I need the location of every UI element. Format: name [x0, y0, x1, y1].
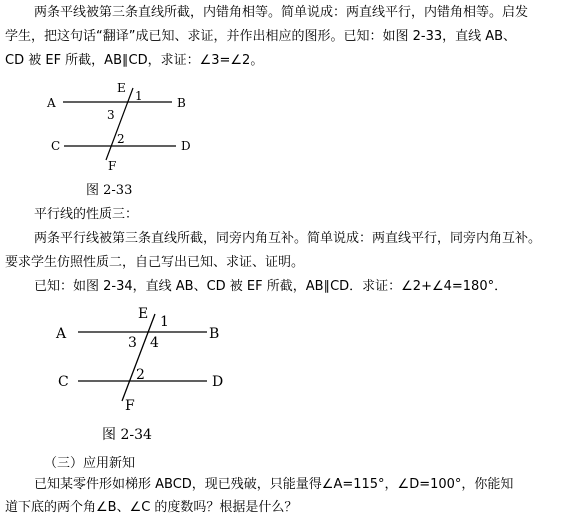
fig234-label-2: 2 [136, 367, 145, 383]
paragraph2-line3: 已知：如图 2-34，直线 AB、CD 被 EF 所截，AB∥CD．求证：∠2+∠4=180°． [34, 279, 508, 294]
fig234-label-4: 4 [150, 335, 159, 351]
fig233-label-3: 3 [107, 108, 115, 122]
fig234-label-a: A [56, 326, 67, 342]
fig234-label-b: B [209, 326, 220, 342]
fig234-label-1: 1 [160, 314, 169, 330]
fig233-label-1: 1 [135, 89, 143, 103]
fig234-label-c: C [58, 374, 69, 390]
fig233-label-b: B [177, 96, 186, 110]
fig234-label-3: 3 [128, 335, 137, 351]
line-ef-234 [122, 314, 155, 401]
paragraph1-line1: 两条平线被第三条直线所截，内错角相等。简单说成：两直线平行，内错角相等。启发 [34, 5, 529, 20]
section3-line2: 道下底的两个角∠B、∠C 的度数吗？根据是什么？ [5, 500, 298, 515]
fig233-label-e: E [117, 81, 126, 95]
fig234-label-e: E [138, 306, 149, 322]
paragraph2-line2: 要求学生仿照性质二，自己写出已知、求证、证明。 [5, 255, 305, 270]
fig234-label-f: F [125, 398, 135, 414]
fig233-label-2: 2 [117, 132, 125, 146]
fig233-label-a: A [47, 96, 56, 110]
paragraph1-line2: 学生，把这句话“翻译”成已知、求证，并作出相应的图形。已知：如图 2-33，直线 AB、 [5, 29, 517, 44]
fig233-label-c: C [51, 139, 61, 153]
paragraph2-line1: 两条平行线被第三条直线所截，同旁内角互补。简单说成：两直线平行，同旁内角互补。 [34, 231, 542, 246]
section-title-property-three: 平行线的性质三： [34, 207, 139, 222]
section3-heading: （三）应用新知 [44, 456, 136, 471]
fig233-caption: 图 2-33 [86, 183, 133, 198]
fig234-label-d: D [212, 374, 224, 390]
fig234-caption: 图 2-34 [102, 427, 152, 443]
fig233-label-d: D [181, 139, 191, 153]
fig233-label-f: F [108, 159, 117, 173]
paragraph1-line3: CD 被 EF 所截，AB∥CD，求证：∠3=∠2。 [5, 53, 264, 68]
section3-line1: 已知某零件形如梯形 ABCD，现已残破，只能量得∠A=115°，∠D=100°，你能知 [34, 477, 514, 492]
